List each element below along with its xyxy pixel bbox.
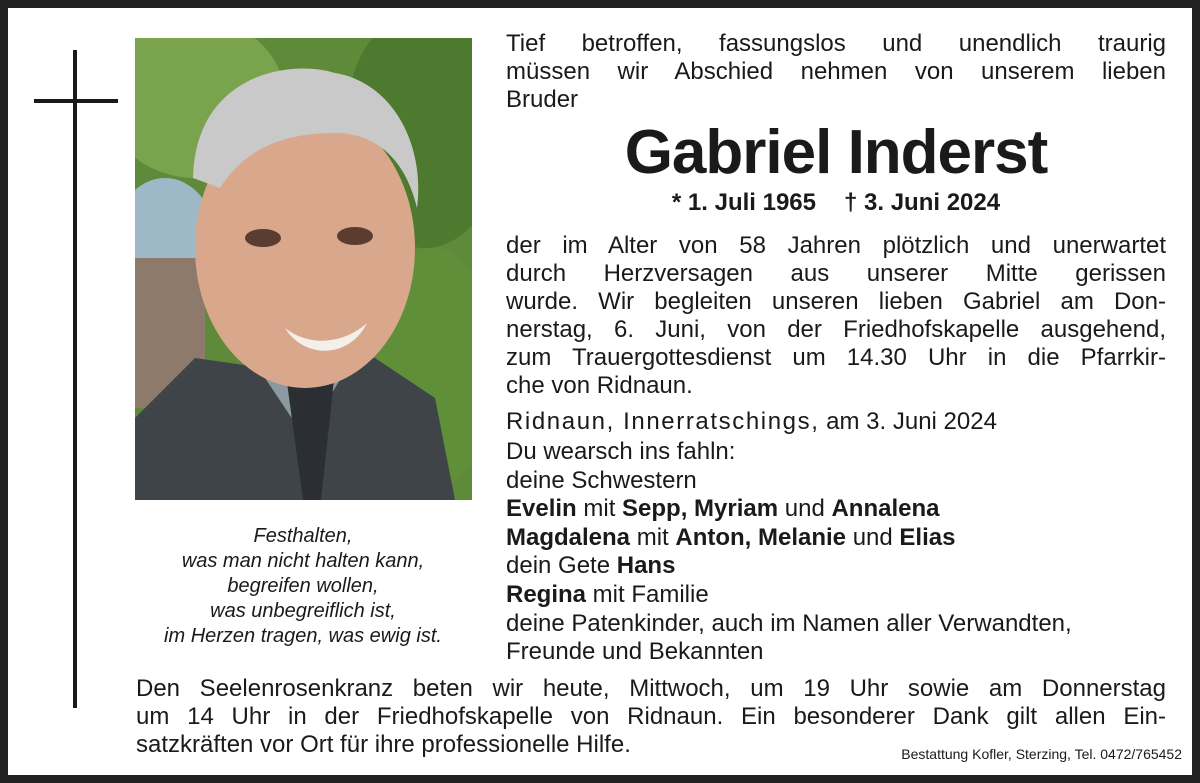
- mourners-line: [506, 552, 1171, 581]
- place-date: [506, 408, 1166, 436]
- poem-line: im Herzen tragen, was ewig ist.: [164, 625, 442, 647]
- mourners-line: deine Patenkinder, auch im Namen aller Verwandten,: [506, 609, 1072, 637]
- announcement-line: nerstag, 6. Juni, von der Friedhofskapelle ausgehend,: [506, 316, 1166, 343]
- mourner-conjunction: und: [778, 495, 832, 523]
- intro-line: müssen wir Abschied nehmen von unserem lieben: [506, 58, 1166, 85]
- poem-line: Festhalten,: [253, 525, 353, 547]
- mourners-line: [506, 581, 1171, 610]
- funeral-home-credit: Bestattung Kofler, Sterzing, Tel. 0472/765452: [901, 746, 1182, 762]
- closing-line: Den Seelenrosenkranz beten wir heute, Mittwoch, um 19 Uhr sowie am Donnerstag: [136, 675, 1166, 702]
- mourner-relation: dein Gete: [506, 552, 617, 580]
- mourner-name: Sepp, Myriam: [622, 495, 779, 523]
- mourner-name: Elias: [899, 523, 956, 551]
- deceased-name: Gabriel Inderst: [624, 118, 1048, 187]
- announcement-line: der im Alter von 58 Jahren plötzlich und unerwartet: [506, 232, 1166, 259]
- mourner-conjunction: mit: [576, 495, 623, 523]
- date: am 3. Juni 2024: [826, 408, 997, 435]
- cross-horizontal-bar: [34, 99, 118, 103]
- mourner-conjunction: mit: [630, 523, 676, 551]
- mourners-line: Du wearsch ins fahln:: [506, 438, 736, 465]
- mourner-name: Magdalena: [506, 523, 631, 551]
- portrait-photo: [135, 38, 472, 500]
- death-date: † 3. Juni 2024: [844, 189, 1001, 216]
- announcement-text: [506, 232, 1166, 400]
- mourner-relation: mit Familie: [586, 580, 709, 608]
- announcement-line: che von Ridnaun.: [506, 372, 693, 399]
- mourner-name: Anton, Melanie: [675, 523, 847, 551]
- intro-line: Bruder: [506, 86, 579, 113]
- cross-vertical-bar: [73, 50, 77, 708]
- intro-line: Tief betroffen, fassungslos und unendlich traurig: [506, 30, 1166, 57]
- poem-line: was man nicht halten kann,: [181, 550, 425, 572]
- mourner-name: Hans: [616, 552, 676, 580]
- mourner-name: Evelin: [506, 495, 577, 523]
- mourners-line: [506, 524, 1171, 553]
- mourners-list: [506, 438, 1171, 667]
- poem: [128, 524, 478, 649]
- announcement-line: wurde. Wir begleiten unseren lieben Gabriel am Don-: [506, 288, 1166, 315]
- life-dates: [506, 189, 1166, 217]
- mourner-name: Regina: [506, 580, 587, 608]
- mourners-line: deine Schwestern: [506, 466, 697, 494]
- announcement-line: zum Trauergottesdienst um 14.30 Uhr in die Pfarrkir-: [506, 344, 1166, 371]
- poem-line: was unbegreiflich ist,: [210, 600, 396, 622]
- closing-line: um 14 Uhr in der Friedhofskapelle von Ridnaun. Ein besonderer Dank gilt allen Ein-: [136, 703, 1166, 730]
- birth-date: * 1. Juli 1965: [671, 189, 816, 216]
- intro-text: [506, 30, 1166, 114]
- announcement-line: durch Herzversagen aus unserer Mitte gerissen: [506, 260, 1166, 287]
- mourner-conjunction: und: [846, 523, 900, 551]
- closing-line: satzkräften vor Ort für ihre professionelle Hilfe.: [136, 731, 631, 758]
- mourners-line: [506, 495, 1171, 524]
- mourners-line: Freunde und Bekannten: [506, 638, 764, 666]
- poem-line: begreifen wollen,: [227, 575, 379, 597]
- mourner-name: Annalena: [831, 495, 940, 523]
- place: Ridnaun, Innerratschings,: [506, 408, 820, 435]
